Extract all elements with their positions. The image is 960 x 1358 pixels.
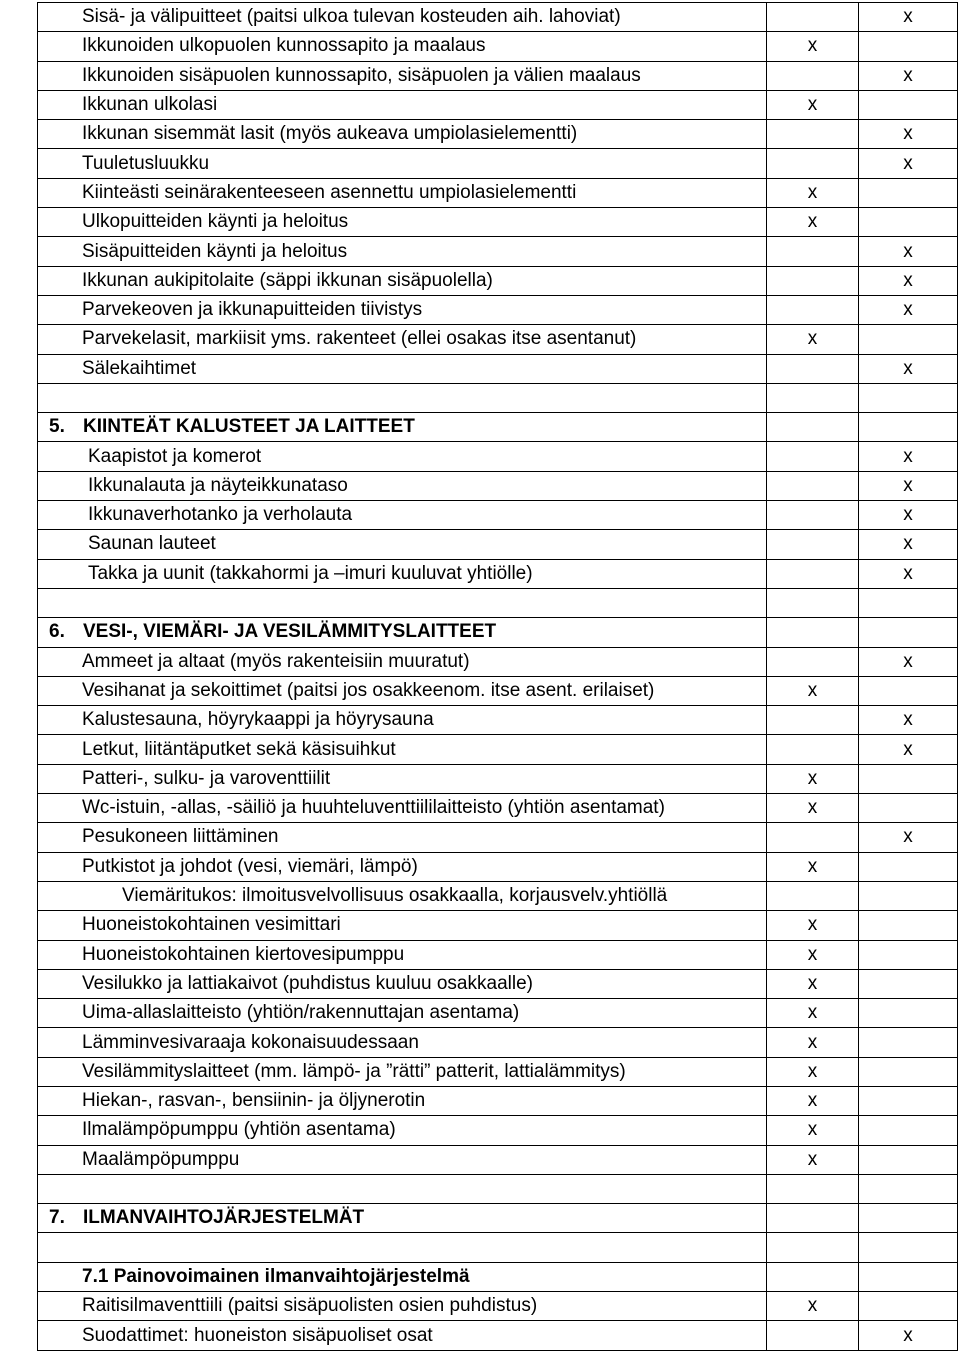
table-row	[38, 1057, 958, 1086]
responsibility-cell-col2	[767, 1204, 859, 1233]
item-cell	[38, 32, 767, 61]
responsibility-mark: x	[807, 35, 818, 57]
item-cell	[38, 1262, 767, 1291]
table-row	[38, 735, 958, 764]
item-cell	[38, 1321, 767, 1350]
responsibility-cell-col3	[859, 706, 958, 735]
item-label: Pesukoneen liittäminen	[82, 826, 279, 848]
responsibility-cell-col2	[767, 471, 859, 500]
responsibility-cell-col2	[767, 530, 859, 559]
responsibility-cell-col3	[859, 764, 958, 793]
responsibility-cell-col2	[767, 559, 859, 588]
responsibility-cell-col3	[859, 208, 958, 237]
item-cell	[38, 266, 767, 295]
responsibility-cell-col3	[859, 881, 958, 910]
responsibility-mark: x	[903, 533, 913, 555]
item-cell	[38, 3, 767, 32]
table-row	[38, 32, 958, 61]
table-row	[38, 969, 958, 998]
responsibility-cell-col3	[859, 1086, 958, 1115]
responsibility-cell-col3	[859, 1321, 958, 1350]
table-row	[38, 1145, 958, 1174]
responsibility-cell-col3	[859, 940, 958, 969]
responsibility-cell-col3	[859, 90, 958, 119]
responsibility-cell-col2	[767, 237, 859, 266]
responsibility-mark: x	[903, 826, 913, 848]
item-label: Putkistot ja johdot (vesi, viemäri, lämpö)	[82, 855, 418, 877]
table-row	[38, 501, 958, 530]
table-row	[38, 237, 958, 266]
item-label: Huoneistokohtainen vesimittari	[82, 914, 341, 936]
responsibility-cell-col2	[767, 1116, 859, 1145]
responsibility-mark: x	[903, 64, 913, 86]
table-row	[38, 295, 958, 324]
responsibility-cell-col2	[767, 618, 859, 647]
responsibility-cell-col2	[767, 149, 859, 178]
item-cell	[38, 413, 767, 442]
table-row	[38, 794, 958, 823]
responsibility-mark: x	[807, 972, 818, 994]
responsibility-mark: x	[903, 738, 913, 760]
responsibility-mark: x	[903, 6, 913, 28]
responsibility-mark: x	[807, 1002, 818, 1024]
responsibility-cell-col2	[767, 3, 859, 32]
responsibility-cell-col3	[859, 1262, 958, 1291]
section-number: 5.	[49, 416, 65, 438]
table-row	[38, 178, 958, 207]
item-cell	[38, 852, 767, 881]
responsibility-mark: x	[807, 914, 818, 936]
responsibility-cell-col2	[767, 32, 859, 61]
responsibility-cell-col3	[859, 969, 958, 998]
item-label: Maalämpöpumppu	[82, 1148, 240, 1170]
table-row	[38, 676, 958, 705]
item-label: Ilmalämpöpumppu (yhtiön asentama)	[82, 1119, 396, 1141]
section-heading-row	[38, 618, 958, 647]
responsibility-mark: x	[807, 1295, 818, 1317]
responsibility-cell-col2	[767, 442, 859, 471]
item-label: Parvekeoven ja ikkunapuitteiden tiivistys	[82, 299, 423, 321]
responsibility-cell-col3	[859, 559, 958, 588]
responsibility-mark: x	[903, 650, 913, 672]
item-label: Takka ja uunit (takkahormi ja –imuri kuuluvat yhtiölle)	[88, 562, 533, 584]
responsibility-cell-col3	[859, 618, 958, 647]
item-label: Vesihanat ja sekoittimet (paitsi jos osakkeenom. itse asent. erilaiset)	[82, 679, 655, 701]
item-cell	[38, 471, 767, 500]
item-label: Huoneistokohtainen kiertovesipumppu	[82, 943, 405, 965]
responsibility-mark: x	[903, 709, 913, 731]
item-cell	[38, 735, 767, 764]
responsibility-cell-col3	[859, 530, 958, 559]
item-cell	[38, 442, 767, 471]
responsibility-cell-col2	[767, 852, 859, 881]
table-row	[38, 999, 958, 1028]
responsibility-cell-col2	[767, 881, 859, 910]
responsibility-cell-col3	[859, 32, 958, 61]
item-cell	[38, 1292, 767, 1321]
responsibility-cell-col2	[767, 1262, 859, 1291]
responsibility-cell-col3	[859, 1116, 958, 1145]
responsibility-cell-col2	[767, 295, 859, 324]
section-number: 6.	[49, 621, 65, 643]
item-label: Suodattimet: huoneiston sisäpuoliset osat	[82, 1324, 433, 1346]
table-row	[38, 764, 958, 793]
item-label: Letkut, liitäntäputket sekä käsisuihkut	[82, 738, 396, 760]
responsibility-cell-col2	[767, 208, 859, 237]
responsibility-cell-col3	[859, 588, 958, 617]
responsibility-mark: x	[903, 474, 913, 496]
item-label: Hiekan-, rasvan-, bensiinin- ja öljynerotin	[82, 1090, 426, 1112]
table-row	[38, 266, 958, 295]
responsibility-mark: x	[903, 123, 913, 145]
item-cell	[38, 237, 767, 266]
item-label: Ikkunoiden ulkopuolen kunnossapito ja maalaus	[82, 35, 486, 57]
responsibility-cell-col3	[859, 383, 958, 412]
table-row	[38, 1321, 958, 1350]
item-cell	[38, 969, 767, 998]
blank-row	[38, 1233, 958, 1262]
responsibility-mark: x	[807, 1119, 818, 1141]
item-cell	[38, 1145, 767, 1174]
responsibility-cell-col2	[767, 999, 859, 1028]
responsibility-mark: x	[807, 328, 818, 350]
item-cell	[38, 178, 767, 207]
responsibility-mark: x	[903, 240, 913, 262]
responsibility-cell-col2	[767, 969, 859, 998]
table-row	[38, 354, 958, 383]
responsibility-cell-col3	[859, 1204, 958, 1233]
table-row	[38, 325, 958, 354]
responsibility-cell-col2	[767, 1174, 859, 1203]
responsibility-cell-col2	[767, 1057, 859, 1086]
responsibility-cell-col2	[767, 1028, 859, 1057]
responsibility-table	[37, 2, 958, 1351]
responsibility-cell-col3	[859, 911, 958, 940]
item-cell	[38, 120, 767, 149]
item-cell	[38, 559, 767, 588]
responsibility-cell-col2	[767, 120, 859, 149]
item-cell	[38, 647, 767, 676]
responsibility-mark: x	[807, 94, 818, 116]
responsibility-cell-col2	[767, 735, 859, 764]
item-cell	[38, 1116, 767, 1145]
item-label: Uima-allaslaitteisto (yhtiön/rakennuttajan asentama)	[82, 1002, 520, 1024]
responsibility-table-page	[37, 2, 956, 1351]
item-label: Vesilukko ja lattiakaivot (puhdistus kuuluu osakkaalle)	[82, 972, 533, 994]
responsibility-cell-col3	[859, 1292, 958, 1321]
item-cell	[38, 676, 767, 705]
table-row	[38, 471, 958, 500]
table-body	[38, 3, 958, 1351]
responsibility-mark: x	[903, 562, 913, 584]
responsibility-cell-col3	[859, 1174, 958, 1203]
responsibility-cell-col3	[859, 325, 958, 354]
responsibility-cell-col2	[767, 794, 859, 823]
table-row	[38, 530, 958, 559]
item-label: Sisäpuitteiden käynti ja heloitus	[82, 240, 348, 262]
responsibility-cell-col3	[859, 3, 958, 32]
responsibility-cell-col3	[859, 178, 958, 207]
responsibility-mark: x	[807, 211, 818, 233]
responsibility-mark: x	[903, 152, 913, 174]
table-row	[38, 61, 958, 90]
item-label: Kiinteästi seinärakenteeseen asennettu umpiolasielementti	[82, 181, 577, 203]
responsibility-cell-col2	[767, 413, 859, 442]
item-cell	[38, 295, 767, 324]
blank-row	[38, 588, 958, 617]
responsibility-cell-col3	[859, 1028, 958, 1057]
table-row	[38, 1086, 958, 1115]
responsibility-cell-col2	[767, 1145, 859, 1174]
responsibility-cell-col2	[767, 1086, 859, 1115]
table-row	[38, 1116, 958, 1145]
responsibility-cell-col3	[859, 266, 958, 295]
responsibility-mark: x	[807, 767, 818, 789]
table-row	[38, 823, 958, 852]
responsibility-cell-col2	[767, 706, 859, 735]
item-label: Kaapistot ja komerot	[88, 445, 262, 467]
item-label: Sälekaihtimet	[82, 357, 197, 379]
item-cell	[38, 1233, 767, 1262]
responsibility-mark: x	[807, 1090, 818, 1112]
responsibility-mark: x	[903, 445, 913, 467]
item-cell	[38, 940, 767, 969]
responsibility-mark: x	[903, 504, 913, 526]
responsibility-mark: x	[903, 1324, 913, 1346]
table-row	[38, 706, 958, 735]
responsibility-cell-col3	[859, 1145, 958, 1174]
item-label: Patteri-, sulku- ja varoventtiilit	[82, 767, 331, 789]
item-cell	[38, 1174, 767, 1203]
table-row	[38, 442, 958, 471]
responsibility-cell-col2	[767, 764, 859, 793]
item-label: Tuuletusluukku	[82, 152, 210, 174]
table-row	[38, 120, 958, 149]
responsibility-cell-col3	[859, 647, 958, 676]
responsibility-mark: x	[807, 797, 818, 819]
item-cell	[38, 911, 767, 940]
item-cell	[38, 618, 767, 647]
item-cell	[38, 383, 767, 412]
responsibility-cell-col3	[859, 1233, 958, 1262]
item-cell	[38, 794, 767, 823]
item-cell	[38, 1204, 767, 1233]
item-label: Parvekelasit, markiisit yms. rakenteet (ellei osakas itse asentanut)	[82, 328, 637, 350]
section-title: ILMANVAIHTOJÄRJESTELMÄT	[83, 1207, 365, 1229]
item-label: Ikkunan aukipitolaite (säppi ikkunan sisäpuolella)	[82, 269, 493, 291]
item-cell	[38, 764, 767, 793]
item-label: Ammeet ja altaat (myös rakenteisiin muuratut)	[82, 650, 470, 672]
item-label: Ikkunan sisemmät lasit (myös aukeava umpiolasielementti)	[82, 123, 578, 145]
table-row	[38, 911, 958, 940]
table-row	[38, 559, 958, 588]
responsibility-cell-col3	[859, 794, 958, 823]
section-number: 7.	[49, 1207, 65, 1229]
item-cell	[38, 823, 767, 852]
item-cell	[38, 1086, 767, 1115]
item-cell	[38, 149, 767, 178]
responsibility-cell-col2	[767, 940, 859, 969]
table-row	[38, 647, 958, 676]
section-title: KIINTEÄT KALUSTEET JA LAITTEET	[83, 416, 415, 438]
item-cell	[38, 354, 767, 383]
responsibility-mark: x	[807, 855, 818, 877]
responsibility-cell-col3	[859, 501, 958, 530]
responsibility-cell-col2	[767, 266, 859, 295]
item-cell	[38, 325, 767, 354]
responsibility-mark: x	[807, 1031, 818, 1053]
responsibility-cell-col2	[767, 354, 859, 383]
responsibility-cell-col2	[767, 383, 859, 412]
responsibility-cell-col2	[767, 823, 859, 852]
item-cell	[38, 1057, 767, 1086]
responsibility-cell-col2	[767, 178, 859, 207]
responsibility-cell-col2	[767, 325, 859, 354]
item-label: Vesilämmityslaitteet (mm. lämpö- ja ”rätti” patterit, lattialämmitys)	[82, 1060, 626, 1082]
responsibility-cell-col2	[767, 1292, 859, 1321]
responsibility-cell-col3	[859, 237, 958, 266]
item-cell	[38, 881, 767, 910]
responsibility-cell-col3	[859, 676, 958, 705]
item-cell	[38, 90, 767, 119]
item-cell	[38, 208, 767, 237]
responsibility-mark: x	[903, 357, 913, 379]
item-cell	[38, 999, 767, 1028]
table-row	[38, 940, 958, 969]
item-label: Kalustesauna, höyrykaappi ja höyrysauna	[82, 709, 434, 731]
item-label: Lämminvesivaraaja kokonaisuudessaan	[82, 1031, 419, 1053]
table-row	[38, 208, 958, 237]
responsibility-cell-col3	[859, 999, 958, 1028]
item-label: Ikkunoiden sisäpuolen kunnossapito, sisäpuolen ja välien maalaus	[82, 64, 641, 86]
section-heading-row	[38, 1204, 958, 1233]
subsection-title: 7.1 Painovoimainen ilmanvaihtojärjestelmä	[82, 1265, 470, 1287]
item-label: Ikkunaverhotanko ja verholauta	[88, 504, 353, 526]
item-cell	[38, 501, 767, 530]
item-label: Wc-istuin, -allas, -säiliö ja huuhteluventtiililaitteisto (yhtiön asentamat)	[82, 797, 665, 819]
responsibility-cell-col2	[767, 911, 859, 940]
item-label: Raitisilmaventtiili (paitsi sisäpuolisten osien puhdistus)	[82, 1295, 538, 1317]
responsibility-cell-col3	[859, 823, 958, 852]
responsibility-mark: x	[807, 181, 818, 203]
item-cell	[38, 1028, 767, 1057]
responsibility-mark: x	[807, 943, 818, 965]
responsibility-cell-col3	[859, 1057, 958, 1086]
responsibility-mark: x	[807, 1148, 818, 1170]
section-title: VESI-, VIEMÄRI- JA VESILÄMMITYSLAITTEET	[83, 621, 497, 643]
responsibility-cell-col3	[859, 852, 958, 881]
responsibility-cell-col3	[859, 735, 958, 764]
responsibility-cell-col3	[859, 149, 958, 178]
table-row	[38, 1028, 958, 1057]
responsibility-cell-col2	[767, 1321, 859, 1350]
responsibility-mark: x	[807, 679, 818, 701]
responsibility-cell-col2	[767, 647, 859, 676]
item-label: Sisä- ja välipuitteet (paitsi ulkoa tulevan kosteuden aih. lahoviat)	[82, 6, 621, 28]
responsibility-cell-col3	[859, 354, 958, 383]
responsibility-cell-col2	[767, 61, 859, 90]
item-cell	[38, 706, 767, 735]
blank-row	[38, 383, 958, 412]
item-label: Ikkunalauta ja näyteikkunataso	[88, 474, 348, 496]
item-label: Saunan lauteet	[88, 533, 216, 555]
item-cell	[38, 530, 767, 559]
table-row	[38, 1292, 958, 1321]
responsibility-cell-col3	[859, 442, 958, 471]
table-row	[38, 3, 958, 32]
item-cell	[38, 588, 767, 617]
responsibility-mark: x	[903, 299, 913, 321]
responsibility-cell-col3	[859, 61, 958, 90]
table-row	[38, 852, 958, 881]
responsibility-cell-col2	[767, 676, 859, 705]
responsibility-cell-col2	[767, 588, 859, 617]
responsibility-cell-col2	[767, 501, 859, 530]
responsibility-cell-col3	[859, 471, 958, 500]
item-cell	[38, 61, 767, 90]
item-label: Viemäritukos: ilmoitusvelvollisuus osakkaalla, korjausvelv.yhtiöllä	[122, 885, 668, 907]
responsibility-cell-col3	[859, 120, 958, 149]
blank-row	[38, 1174, 958, 1203]
responsibility-mark: x	[807, 1060, 818, 1082]
section-heading-row	[38, 413, 958, 442]
subsection-heading-row	[38, 1262, 958, 1291]
responsibility-mark: x	[903, 269, 913, 291]
responsibility-cell-col2	[767, 90, 859, 119]
item-label: Ikkunan ulkolasi	[82, 94, 218, 116]
responsibility-cell-col2	[767, 1233, 859, 1262]
responsibility-cell-col3	[859, 295, 958, 324]
table-row	[38, 149, 958, 178]
responsibility-cell-col3	[859, 413, 958, 442]
item-label: Ulkopuitteiden käynti ja heloitus	[82, 211, 349, 233]
table-row	[38, 90, 958, 119]
table-row	[38, 881, 958, 910]
